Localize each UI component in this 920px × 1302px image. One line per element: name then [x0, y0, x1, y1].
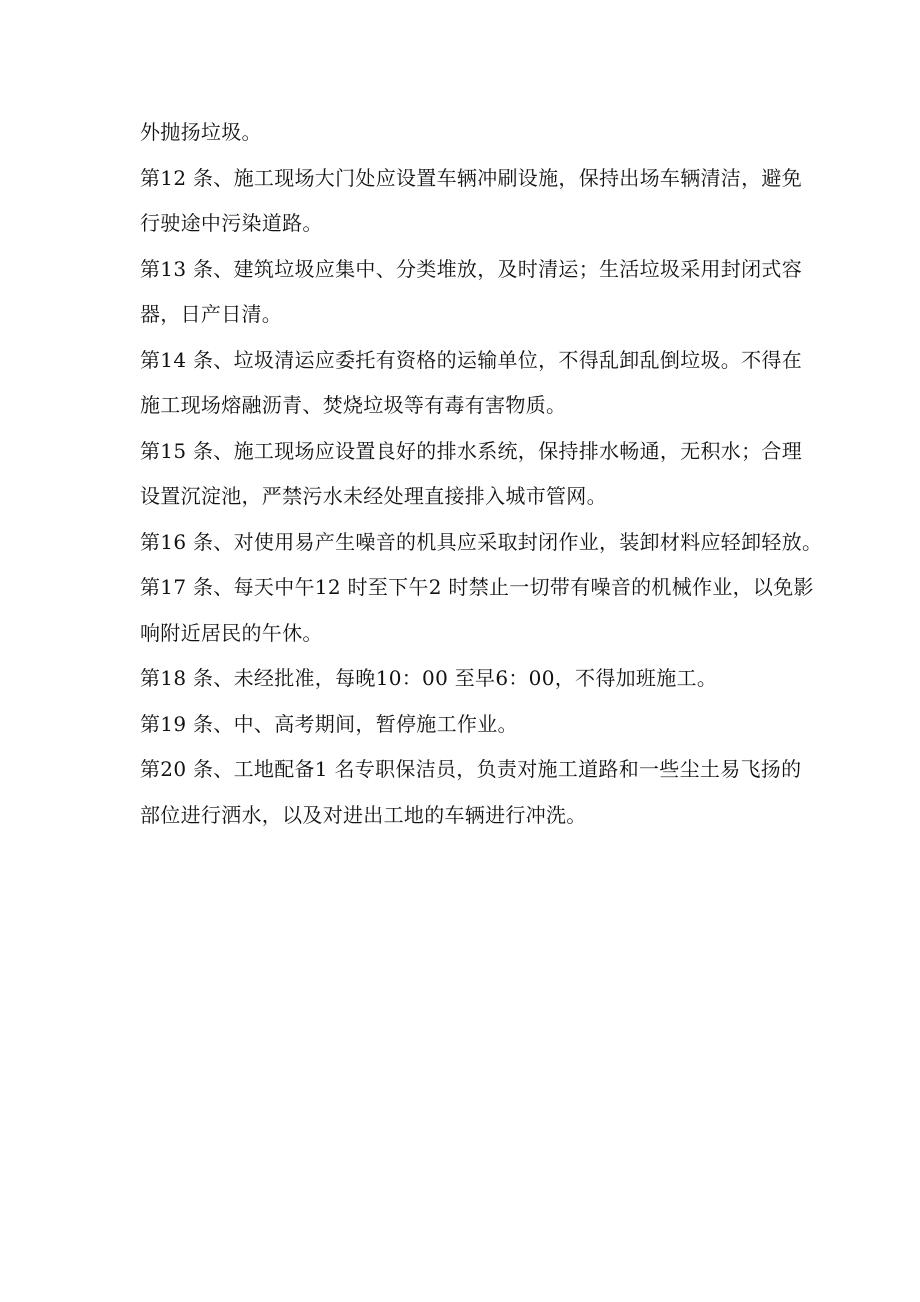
article-15-line-1: 第15 条、施工现场应设置良好的排水系统，保持排水畅通，无积水；合理	[140, 438, 803, 463]
article-20-line-2: 部位进行洒水，以及对进出工地的车辆进行冲洗。	[140, 802, 587, 827]
article-19-line-1: 第19 条、中、高考期间，暂停施工作业。	[140, 711, 518, 736]
document-body	[140, 116, 860, 844]
article-12-line-2: 行驶途中污染道路。	[140, 211, 323, 235]
article-18-line-1: 第18 条、未经批准，每晚10：00 至早6：00，不得加班施工。	[140, 666, 718, 690]
article-20-line-1: 第20 条、工地配备1 名专职保洁员，负责对施工道路和一些尘土易飞扬的	[140, 757, 802, 781]
article-16-line-1: 第16 条、对使用易产生噪音的机具应采取封闭作业，装卸材料应轻卸轻放。	[140, 529, 823, 554]
article-13-line-2: 器，日产日清。	[140, 302, 283, 326]
article-12-line-1: 第12 条、施工现场大门处应设置车辆冲刷设施，保持出场车辆清洁，避免	[140, 165, 803, 190]
text-line: 外抛扬垃圾。	[140, 120, 262, 144]
article-17-line-2: 响附近居民的午休。	[140, 620, 323, 645]
article-14-line-1: 第14 条、垃圾清运应委托有资格的运输单位，不得乱卸乱倒垃圾。不得在	[140, 347, 803, 372]
article-15-line-2: 设置沉淀池，严禁污水未经处理直接排入城市管网。	[140, 484, 607, 508]
article-13-line-1: 第13 条、建筑垃圾应集中、分类堆放，及时清运；生活垃圾采用封闭式容	[140, 256, 803, 281]
article-14-line-2: 施工现场熔融沥青、焚烧垃圾等有毒有害物质。	[140, 393, 567, 417]
article-17-line-1: 第17 条、每天中午12 时至下午2 时禁止一切带有噪音的机械作业，以免影	[140, 575, 814, 599]
